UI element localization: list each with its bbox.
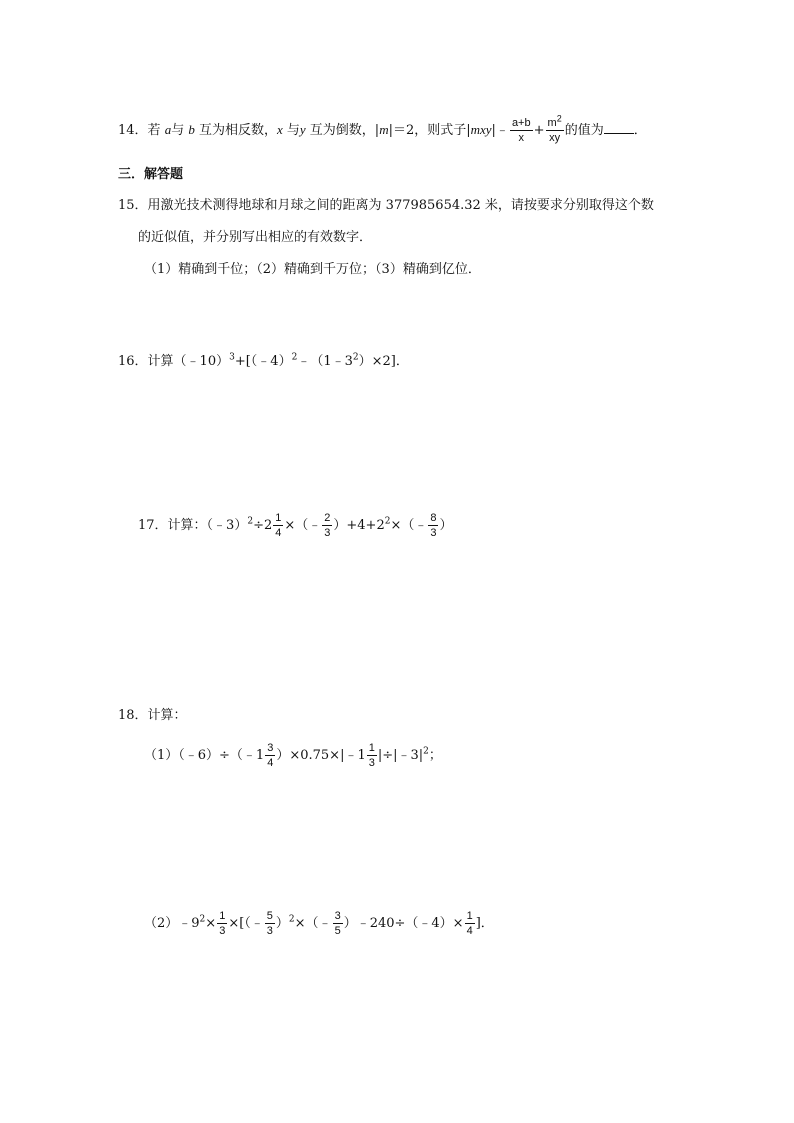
question-18-part-1: （1）（﹣6）÷（﹣1 $\frac{3}{4}$ ）×0.75×|﹣1 $\frac{1}{3}$ $|\div|﹣3|^2$； bbox=[144, 742, 442, 769]
question-18-part-2: $(2)﹣9^2\times$ $\frac{1}{3}$ ×[（﹣ $\frac{5}{3}$ ）$^2$×（﹣ $\frac{3}{5}$ ）﹣240÷（﹣4）× $\frac{1}{4}$ ]． bbox=[144, 910, 494, 937]
fraction: $\frac{1}{3}$ bbox=[219, 910, 226, 937]
question-number: 14． bbox=[118, 123, 148, 138]
fraction: $\frac{3}{4}$ bbox=[267, 742, 274, 769]
fraction: $\frac{8}{3}$ bbox=[430, 512, 437, 539]
question-17: 17．计算：（﹣3）$^2$÷2 $\frac{1}{4}$ ×（﹣ $\frac{2}{3}$ ）$+4+2^2\times(﹣$ $\frac{8}{3}$ ） bbox=[138, 512, 453, 539]
question-14: 14．若 a与 b 互为相反数，x 与y 互为倒数，|m|＝2，则式子|mxy|﹣ $\frac{a+b}{x}$ + $\frac{m^2}{xy}$ 的值为 ． bbox=[118, 113, 647, 144]
question-number: 16． bbox=[118, 354, 148, 369]
question-15-subparts: （1）精确到千位；（2）精确到千万位；（3）精确到亿位． bbox=[144, 262, 481, 277]
fraction: $\frac{3}{5}$ bbox=[334, 910, 341, 937]
fraction: $\frac{1}{4}$ bbox=[275, 512, 282, 539]
question-number: 15． bbox=[118, 198, 148, 213]
question-18: 18．计算： bbox=[118, 708, 187, 723]
question-number: 18． bbox=[118, 708, 148, 723]
fraction: $\frac{m^2}{xy}$ bbox=[547, 113, 562, 144]
question-16: 16．计算$(﹣10)^3+[(﹣4)^2﹣(1﹣3^2)\times 2]$． bbox=[118, 352, 409, 369]
fraction: $\frac{a+b}{x}$ bbox=[511, 117, 531, 144]
question-number: 17． bbox=[138, 518, 168, 533]
question-15: 15．用激光技术测得地球和月球之间的距离为 377985654.32 米，请按要求分别取得这个数 bbox=[118, 198, 654, 213]
fraction: $\frac{1}{4}$ bbox=[466, 910, 473, 937]
fraction: $\frac{1}{3}$ bbox=[368, 742, 375, 769]
fraction: $\frac{2}{3}$ bbox=[324, 512, 331, 539]
fraction: $\frac{5}{3}$ bbox=[266, 910, 273, 937]
question-15-line-2: 的近似值，并分别写出相应的有效数字． bbox=[138, 230, 373, 245]
section-title: 三．解答题 bbox=[118, 167, 184, 182]
answer-blank bbox=[604, 121, 634, 134]
